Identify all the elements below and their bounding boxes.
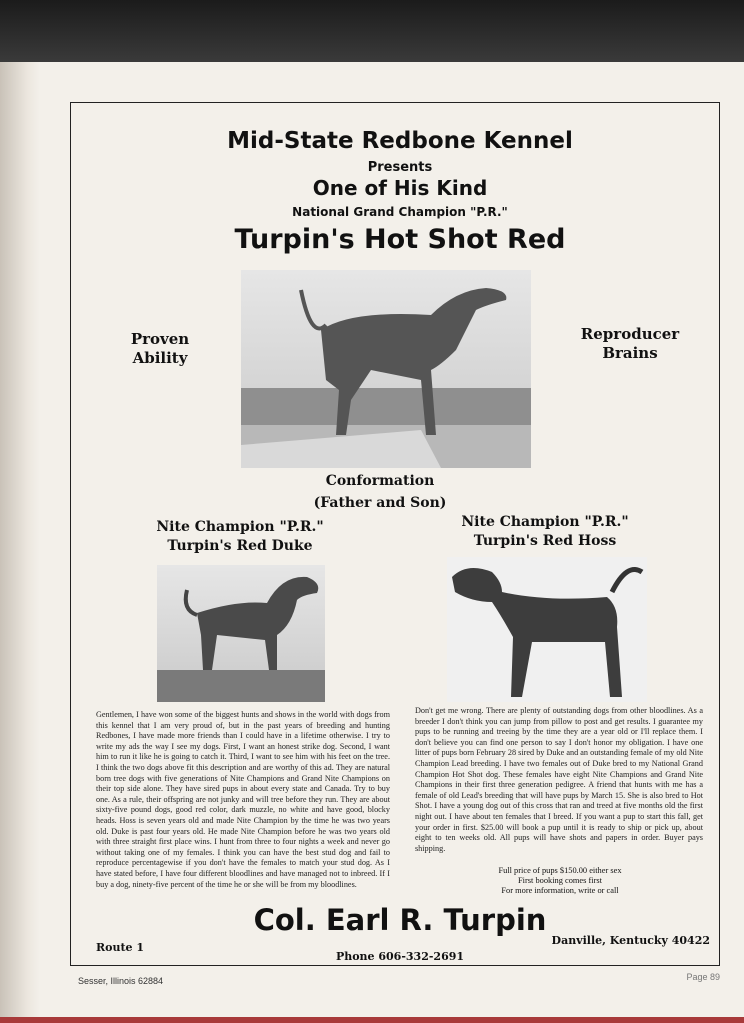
left-dog-caption [120, 518, 360, 556]
left-caption-line: Ability [132, 349, 188, 367]
tagline: One of His Kind [312, 176, 488, 200]
price-line: For more information, write or call [501, 886, 619, 895]
kennel-heading: Mid-State Redbone Kennel [227, 128, 573, 154]
right-dog-name: Turpin's Red Hoss [473, 533, 617, 549]
main-dog-photo [241, 270, 531, 468]
right-caption-line: Reproducer [580, 325, 680, 343]
background-top [0, 0, 744, 62]
phone-text: Phone 606-332-2691 [335, 950, 465, 963]
left-dog-title: Nite Champion "P.R." [156, 519, 324, 535]
owner-name: Col. Earl R. Turpin [253, 903, 547, 937]
page-gutter [0, 62, 40, 1023]
right-dog-photo [447, 557, 647, 702]
route-text: Route 1 [96, 941, 145, 954]
city-text: Danville, Kentucky 40422 [551, 934, 710, 947]
right-paragraph: Don't get me wrong. There are plenty of outstanding dogs from other bloodlines. As a breeder I don't think you can jump from pillow to post and get results. I guarantee my pups to be running and treeing by the time they are a year old or I'll replace them. I don't believe you can find one person to say I don't honor my obligation. I have one litter of pups born February 28 sired by Duke and an outstanding female of my old Nite Champion Lead breeding. I have two females out of Duke bred to my National Grand Champion Hot Shot dog. These females have eight Nite Champions and Grand Nite Champions in their first three generation pedigree. A friend that hunts with me has a female of old Lead's breeding that will have pups by March 15. She is also bred to Hot Shot. I have a young dog out of this cross that ran and treed at five months old the first night out. I have about ten females that I breed. If you want a pup to start this fall, get your order in first. $25.00 will book a pup until it is ready to ship or pick up, about eight to ten weeks old. All pups will have shots and papers in order. Buyer pays shipping. [415, 706, 703, 853]
page-number: Page 89 [686, 972, 720, 982]
left-dog-name: Turpin's Red Duke [167, 538, 313, 554]
right-dog-caption [425, 513, 665, 551]
left-caption-line: Proven [130, 330, 190, 348]
left-caption [110, 330, 210, 368]
dog-name-heading: Turpin's Hot Shot Red [234, 224, 566, 255]
price-line: Full price of pups $150.00 either sex [498, 866, 622, 875]
title-line: National Grand Champion "P.R." [292, 205, 508, 219]
right-caption [565, 325, 695, 363]
price-line: First booking comes first [518, 876, 602, 885]
price-block [440, 866, 680, 896]
conformation-caption: Conformation [325, 473, 435, 489]
father-son-caption: (Father and Son) [313, 495, 447, 511]
bottom-edge [0, 1017, 744, 1023]
left-paragraph: Gentlemen, I have won some of the biggest hunts and shows in the world with dogs from this kennel that I am very proud of, but in the past years of breeding and hunting Redbones, I have made more friends than I could have in a lifetime otherwise. I try to write my ads the way I see my dogs. First, I want an honest strike dog. Second, I want him to run it like he is going to catch it. Third, I want to see him with his feet on the tree. I think the two dogs above fit this description and are worthy of this ad. They are natural born tree dogs with five generations of Nite Champions and Grand Nite Champions on their top side alone. They have sired pups in about every state and Canada. Try to buy one. As a rule, their offspring are not junky and will tree before they run. They are about sixty-five pound dogs, good red color, dark muzzle, no white and have good, blocky heads. Hoss is seven years old and made Nite Champion by the time he was two years old. Duke is past four years old. He made Nite Champion before he was two years old with three straight first place wins. I hunt from three to four nights a week and never go without taking one of my females. I think you can have the best stud dog and fail to reproduce percentagewise if you don't have the females to match your stud dog. As I have stated before, I have four different bloodlines and have managed not to inbreed. If I buy a dog, ninety-five percent of the time he or she will be from my bloodlines. [96, 710, 390, 889]
publisher-footer: Sesser, Illinois 62884 [78, 976, 164, 986]
right-caption-line: Brains [602, 344, 658, 362]
right-dog-title: Nite Champion "P.R." [461, 514, 629, 530]
left-dog-photo [157, 565, 325, 702]
presents-text: Presents [367, 160, 433, 175]
